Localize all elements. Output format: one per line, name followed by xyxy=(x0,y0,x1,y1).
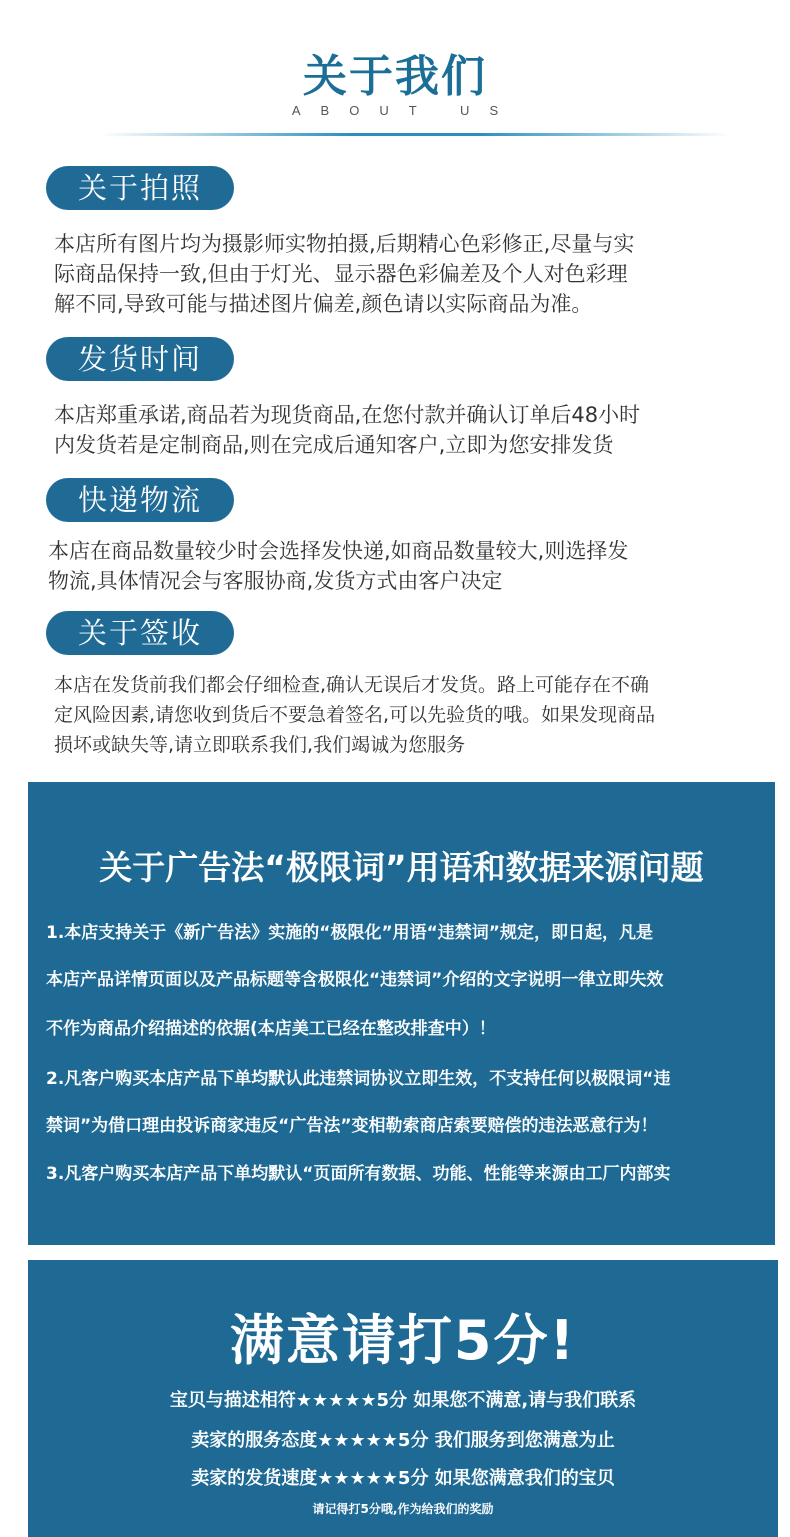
notice-line: 禁词”为借口理由投诉商家违反“广告法”变相勒索商店索要赔偿的违法恶意行为！ xyxy=(46,1116,658,1136)
section-label-shipping-time: 发货时间 xyxy=(46,337,234,381)
notice-line: 1.本店支持关于《新广告法》实施的“极限化”用语“违禁词”规定，即日起，凡是 xyxy=(46,923,653,943)
about-us-header xyxy=(0,0,790,140)
text-line: 解不同,导致可能与描述图片偏差,颜色请以实际商品为准。 xyxy=(54,292,593,316)
text-line: 损坏或缺失等,请立即联系我们,我们竭诚为您服务 xyxy=(54,734,466,756)
text-line: 内发货若是定制商品,则在完成后通知客户,立即为您安排发货 xyxy=(54,433,614,457)
text-line: 本店郑重承诺,商品若为现货商品,在您付款并确认订单后48小时 xyxy=(54,403,641,427)
notice-line: 3.凡客户购买本店产品下单均默认“页面所有数据、功能、性能等来源由工厂内部实 xyxy=(46,1164,671,1184)
section-label-receipt: 关于签收 xyxy=(46,611,234,655)
rating-footnote: 请记得打5分哦,作为给我们的奖励 xyxy=(312,1502,494,1516)
text-line: 本店在发货前我们都会仔细检查,确认无误后才发货。路上可能存在不确 xyxy=(54,674,650,696)
rating-line: 宝贝与描述相符★★★★★5分 如果您不满意,请与我们联系 xyxy=(169,1390,637,1411)
section-text-receipt xyxy=(54,670,754,760)
notice-title: 关于广告法“极限词”用语和数据来源问题 xyxy=(99,848,704,887)
rating-line: 卖家的服务态度★★★★★5分 我们服务到您满意为止 xyxy=(191,1430,615,1451)
text-line: 物流,具体情况会与客服协商,发货方式由客户决定 xyxy=(48,569,503,593)
rating-request-panel xyxy=(28,1260,778,1537)
text-line: 本店所有图片均为摄影师实物拍摄,后期精心色彩修正,尽量与实 xyxy=(54,232,635,256)
section-text-shipping-time xyxy=(54,400,754,460)
page-subtitle: ABOUT US xyxy=(291,103,519,118)
section-text-logistics xyxy=(48,536,748,596)
text-line: 定风险因素,请您收到货后不要急着签名,可以先验货的哦。如果发现商品 xyxy=(54,704,656,726)
ad-law-notice-panel xyxy=(28,782,775,1245)
text-line: 本店在商品数量较少时会选择发快递,如商品数量较大,则选择发 xyxy=(48,539,629,563)
section-label-photos: 关于拍照 xyxy=(46,166,234,210)
rating-title: 满意请打5分! xyxy=(229,1309,577,1372)
page-title: 关于我们 xyxy=(303,51,487,102)
rating-line: 卖家的发货速度★★★★★5分 如果您满意我们的宝贝 xyxy=(191,1468,615,1489)
notice-line: 本店产品详情页面以及产品标题等含极限化“违禁词”介绍的文字说明一律立即失效 xyxy=(46,970,664,990)
section-label-logistics: 快递物流 xyxy=(46,478,234,522)
header-divider xyxy=(100,133,730,136)
section-text-photos xyxy=(54,229,754,319)
notice-line: 不作为商品介绍描述的依据(本店美工已经在整改排查中）！ xyxy=(46,1019,496,1039)
text-line: 际商品保持一致,但由于灯光、显示器色彩偏差及个人对色彩理 xyxy=(54,262,628,286)
notice-line: 2.凡客户购买本店产品下单均默认此违禁词协议立即生效，不支持任何以极限词“违 xyxy=(46,1069,671,1089)
